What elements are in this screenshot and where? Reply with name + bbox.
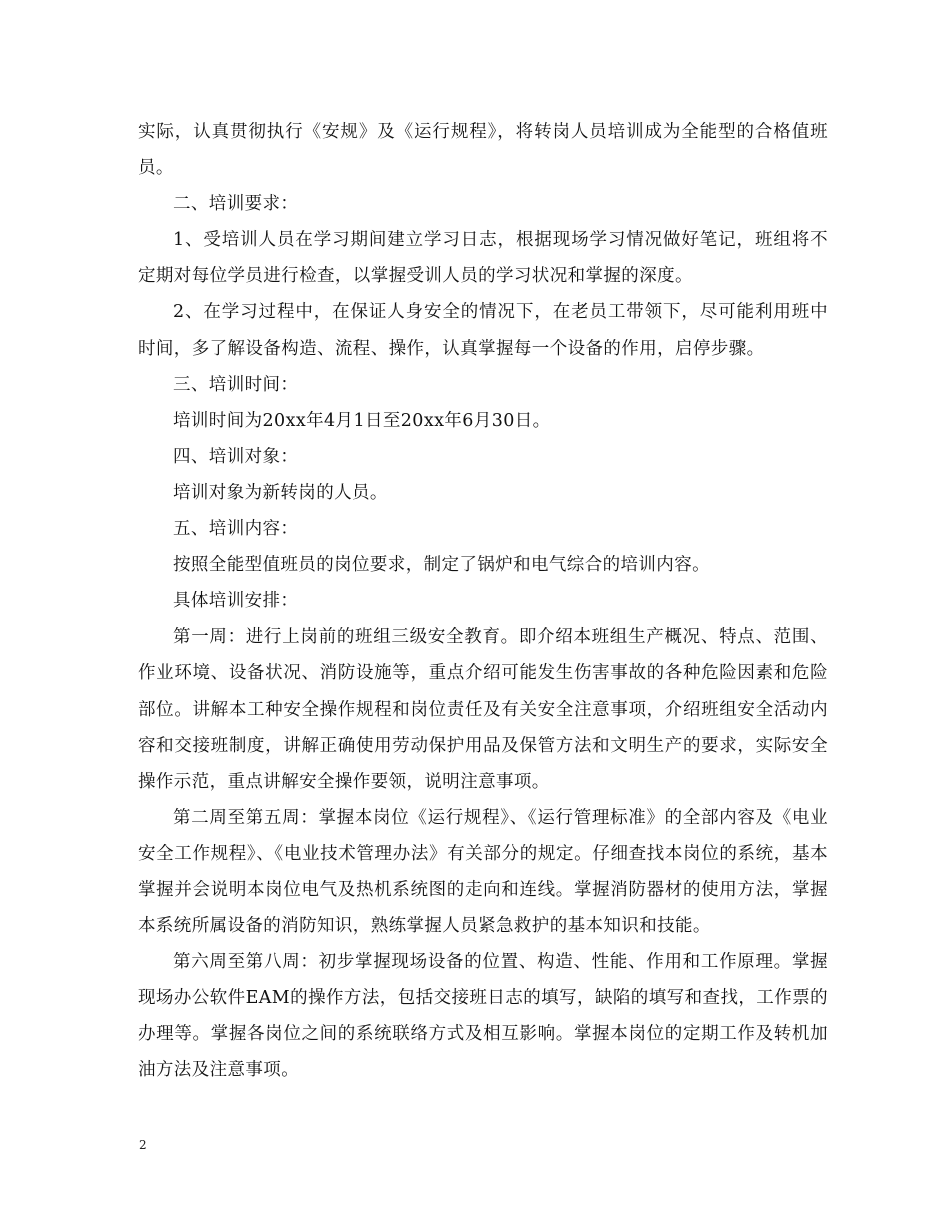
paragraph-training-time: 培训时间为20xx年4月1日至20xx年6月30日。: [173, 410, 551, 431]
heading-training-content: 五、培训内容：: [173, 519, 299, 540]
heading-training-time: 三、培训时间：: [173, 374, 299, 395]
heading-training-requirements: 二、培训要求：: [173, 194, 299, 215]
paragraph-continuation: 实际，认真贯彻执行《安规》及《运行规程》，将转岗人员培训成为全能型的合格值班员。: [138, 122, 828, 179]
page-number: 2: [139, 1138, 147, 1152]
paragraph-training-content: 按照全能型值班员的岗位要求，制定了锅炉和电气综合的培训内容。: [173, 555, 710, 576]
paragraph-week-1: 第一周：进行上岗前的班组三级安全教育。即介绍本班组生产概况、特点、范围、作业环境、设备状况、消防设施等，重点介绍可能发生伤害事故的各种危险因素和危险部位。讲解本工种安全操作规程和岗位责任及有关安全注意事项，介绍班组安全活动内容和交接班制度，讲解正确使用劳动保护用品及保管方法和文明生产的要求，实际安全操作示范，重点讲解安全操作要领，说明注意事项。: [138, 627, 828, 792]
heading-schedule: 具体培训安排：: [173, 591, 299, 612]
paragraph-weeks-6-8: 第六周至第八周：初步掌握现场设备的位置、构造、性能、作用和工作原理。掌握现场办公软件EAM的操作方法，包括交接班日志的填写，缺陷的填写和查找，工作票的办理等。掌握各岗位之间的系统联络方式及相互影响。掌握本岗位的定期工作及转机加油方法及注意事项。: [138, 952, 828, 1081]
paragraph-training-target: 培训对象为新转岗的人员。: [173, 482, 388, 503]
heading-training-target: 四、培训对象：: [173, 446, 299, 467]
paragraph-requirement-2: 2、在学习过程中，在保证人身安全的情况下，在老员工带领下，尽可能利用班中时间，多了解设备构造、流程、操作，认真掌握每一个设备的作用，启停步骤。: [138, 302, 828, 359]
paragraph-requirement-1: 1、受培训人员在学习期间建立学习日志，根据现场学习情况做好笔记，班组将不定期对每位学员进行检查，以掌握受训人员的学习状况和掌握的深度。: [138, 230, 828, 287]
document-body: [138, 114, 828, 1089]
paragraph-weeks-2-5: 第二周至第五周：掌握本岗位《运行规程》、《运行管理标准》的全部内容及《电业安全工作规程》、《电业技术管理办法》有关部分的规定。仔细查找本岗位的系统，基本掌握并会说明本岗位电气及热机系统图的走向和连线。掌握消防器材的使用方法，掌握本系统所属设备的消防知识，熟练掌握人员紧急救护的基本知识和技能。: [138, 807, 828, 937]
